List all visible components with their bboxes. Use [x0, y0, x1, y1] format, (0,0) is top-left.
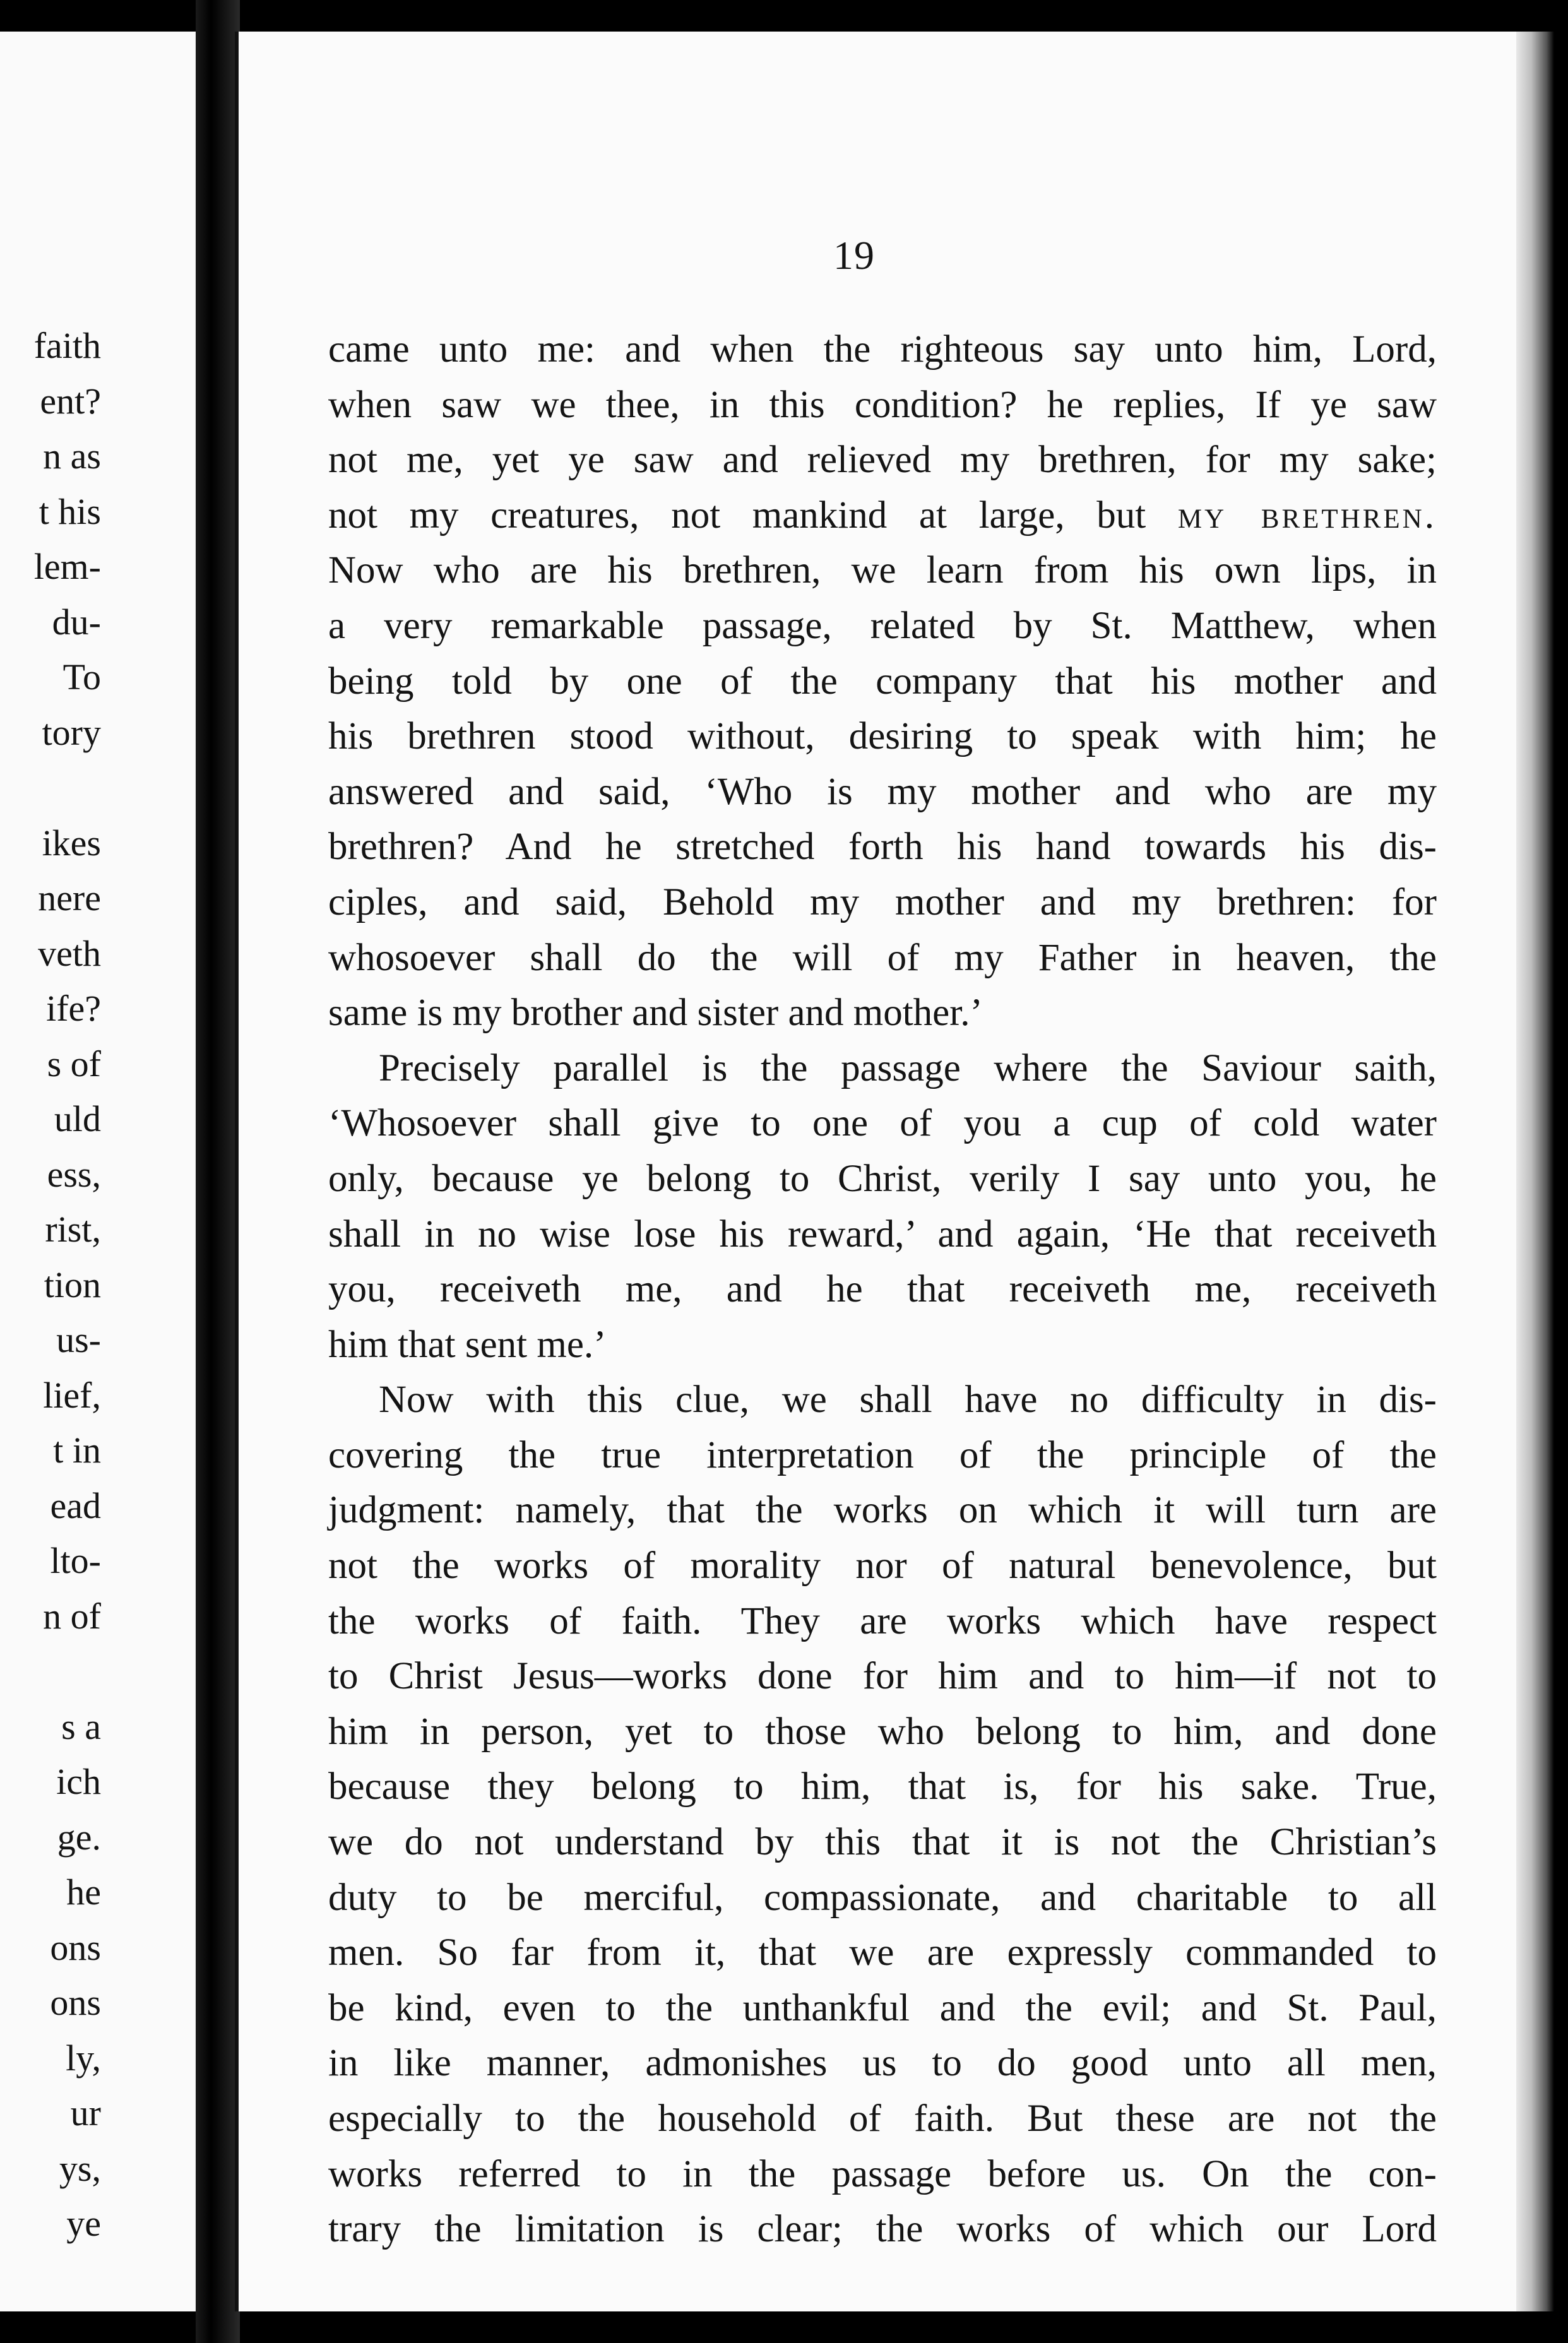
text-line: ciples, and said, Behold my mother and my brethren: for — [328, 881, 1437, 923]
text-line: men. So far from it, that we are expressly commanded to — [328, 1931, 1437, 1974]
text-line: a very remarkable passage, related by St. Matthew, when — [328, 604, 1437, 647]
text-line: not me, yet ye saw and relieved my brethren, for my sake; — [328, 439, 1437, 482]
left-fragment-line: ons — [50, 1982, 101, 2023]
left-fragment-line: To — [62, 656, 101, 697]
left-fragment-line: ur — [70, 2092, 101, 2133]
left-fragment-line: n as — [43, 436, 101, 477]
left-fragment-line: ge. — [57, 1816, 101, 1858]
left-fragment-line: s a — [61, 1705, 101, 1747]
left-facing-page — [0, 32, 196, 2311]
text-line: Now who are his brethren, we learn from his own lips, in — [328, 549, 1437, 592]
left-fragment-line: lto- — [50, 1540, 101, 1581]
left-fragment-line: tory — [42, 711, 101, 753]
left-fragment-line: uld — [54, 1098, 101, 1139]
text-line: duty to be merciful, compassionate, and charitable to all — [328, 1876, 1437, 1919]
text-line: to Christ Jesus—works done for him and to him—if not to — [328, 1655, 1437, 1698]
text-line: same is my brother and sister and mother.’ — [328, 992, 983, 1035]
left-fragment-line — [34, 760, 101, 816]
left-fragment-line: veth — [38, 932, 101, 974]
left-fragment-line: t in — [53, 1430, 101, 1471]
left-fragment-line: ent? — [40, 380, 101, 422]
text-line: not the works of morality nor of natural benevolence, but — [328, 1545, 1437, 1587]
text-line: trary the limitation is clear; the works of which our Lord — [328, 2208, 1437, 2251]
body-text — [328, 322, 1437, 2257]
left-fragment-line: us- — [56, 1319, 101, 1360]
left-page-text-fragments — [34, 318, 101, 2251]
text-line: being told by one of the company that his mother and — [328, 660, 1437, 703]
left-fragment-line: rist, — [45, 1209, 101, 1250]
left-fragment-line: ife? — [46, 988, 101, 1029]
left-fragment-line: ess, — [47, 1153, 101, 1195]
text-line: especially to the household of faith. But these are not the — [328, 2097, 1437, 2140]
text-line — [328, 488, 1437, 543]
left-fragment-line: ich — [56, 1761, 101, 1802]
left-fragment-line: ons — [50, 1926, 101, 1968]
text-line: answered and said, ‘Who is my mother and who are my — [328, 770, 1437, 813]
small-caps-emphasis: my brethren. — [1177, 494, 1437, 537]
left-fragment-line: he — [66, 1871, 101, 1913]
left-fragment-line: ead — [50, 1485, 101, 1526]
left-fragment-line: s of — [47, 1043, 101, 1084]
text-line: works referred to in the passage before us. On the con- — [328, 2152, 1437, 2195]
text-line: ‘Whosoever shall give to one of you a cup of cold water — [328, 1102, 1437, 1145]
text-line: the works of faith. They are works which have respect — [328, 1599, 1437, 1642]
left-fragment-line: ye — [66, 2203, 101, 2244]
text-line: came unto me: and when the righteous say unto him, Lord, — [328, 328, 1437, 371]
left-fragment-line: lief, — [43, 1374, 101, 1416]
text-line: brethren? And he stretched forth his hand towards his dis- — [328, 826, 1437, 869]
left-fragment-line: faith — [33, 325, 101, 366]
text-line: judgment: namely, that the works on which it will turn are — [328, 1489, 1437, 1532]
text-line: in like manner, admonishes us to do good unto all men, — [328, 2042, 1437, 2085]
text-line: covering the true interpretation of the principle of the — [328, 1433, 1437, 1476]
left-fragment-line: lem- — [33, 546, 101, 587]
page-edge-shadow — [1516, 32, 1554, 2311]
left-fragment-line: tion — [44, 1264, 101, 1305]
text-line: when saw we thee, in this condition? he replies, If ye saw — [328, 383, 1437, 426]
book-gutter — [196, 0, 240, 2343]
left-fragment-line: nere — [38, 877, 101, 918]
text-line: Now with this clue, we shall have no difficulty in dis- — [379, 1379, 1437, 1421]
left-fragment-line: ly, — [66, 2037, 101, 2079]
left-fragment-line: n of — [43, 1595, 101, 1637]
text-line: his brethren stood without, desiring to speak with him; he — [328, 715, 1437, 758]
right-page — [235, 32, 1516, 2311]
text-line: him in person, yet to those who belong to him, and done — [328, 1710, 1437, 1753]
left-fragment-line: t his — [39, 490, 101, 532]
text-line: him that sent me.’ — [328, 1323, 607, 1366]
left-fragment-line: ikes — [42, 822, 101, 863]
text-segment: not my creatures, not mankind at large, but — [328, 494, 1178, 537]
text-line: be kind, even to the unthankful and the evil; and St. Paul, — [328, 1986, 1437, 2029]
text-line: Precisely parallel is the passage where the Saviour saith, — [379, 1047, 1437, 1089]
left-fragment-line — [34, 1644, 101, 1699]
text-line: only, because ye belong to Christ, verily I say unto you, he — [328, 1157, 1437, 1200]
text-line: whosoever shall do the will of my Father in heaven, the — [328, 936, 1437, 979]
text-line: shall in no wise lose his reward,’ and again, ‘He that receiveth — [328, 1213, 1437, 1255]
page-number: 19 — [833, 233, 875, 278]
text-line: we do not understand by this that it is not the Christian’s — [328, 1821, 1437, 1864]
left-fragment-line: ys, — [59, 2147, 101, 2189]
left-fragment-line: du- — [52, 601, 101, 643]
text-line: you, receiveth me, and he that receiveth me, receiveth — [328, 1268, 1437, 1311]
text-line: because they belong to him, that is, for his sake. True, — [328, 1765, 1437, 1808]
